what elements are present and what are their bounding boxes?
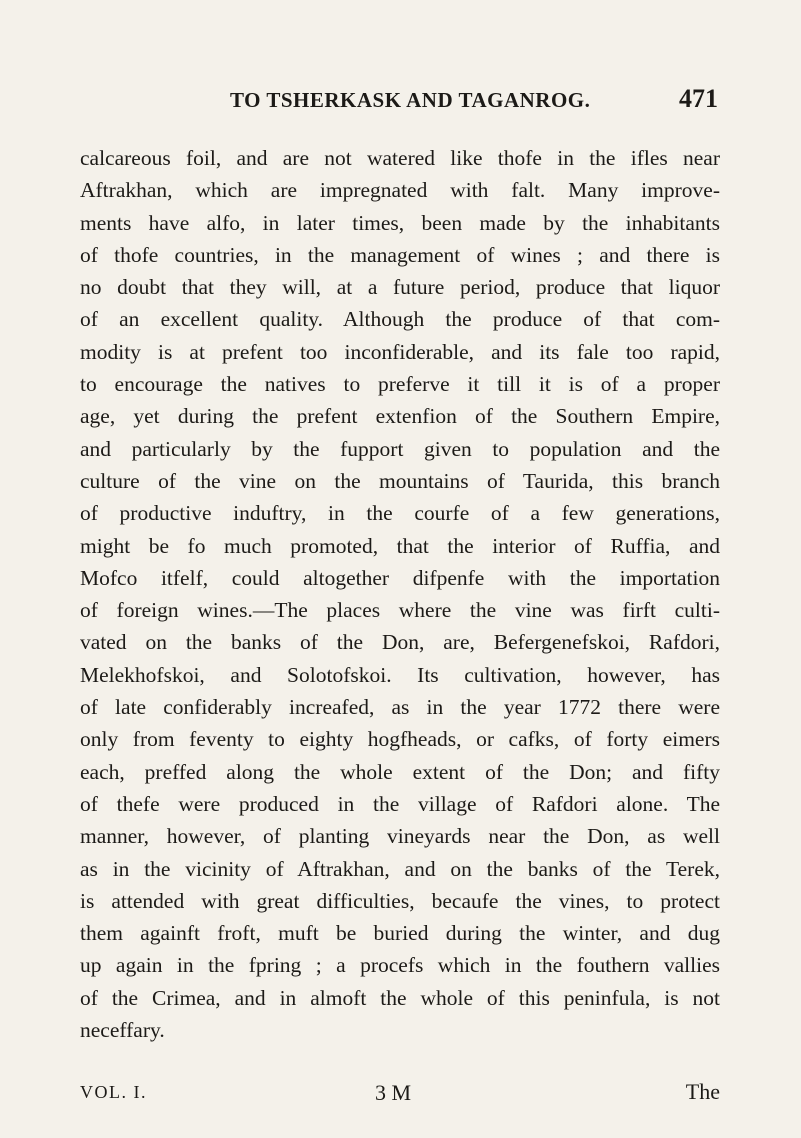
text-line: neceffary. bbox=[80, 1018, 165, 1043]
text-line: might be fo much promoted, that the interior of Ruffia, and bbox=[80, 533, 720, 558]
text-line: Aftrakhan, which are impregnated with falt. Many improve- bbox=[80, 178, 720, 203]
text-line: vated on the banks of the Don, are, Befergenefskoi, Rafdori, bbox=[80, 630, 720, 655]
text-line: up again in the fpring ; a procefs which in the fouthern vallies bbox=[80, 953, 720, 978]
text-line: calcareous foil, and are not watered like thofe in the ifles near bbox=[80, 146, 720, 170]
text-line: of thofe countries, in the management of wines ; and there is bbox=[80, 242, 720, 267]
text-line: of foreign wines.—The places where the vine was firft culti- bbox=[80, 598, 720, 623]
page-footer bbox=[80, 1079, 720, 1114]
body-text bbox=[80, 142, 720, 1046]
text-line: of thefe were produced in the village of Rafdori alone. The bbox=[80, 791, 720, 816]
text-line: of an excellent quality. Although the produce of that com- bbox=[80, 307, 720, 332]
text-line: Melekhofskoi, and Solotofskoi. Its cultivation, however, has bbox=[80, 662, 720, 687]
text-line: them againft froft, muft be buried during the winter, and dug bbox=[80, 921, 720, 946]
text-line: of the Crimea, and in almoft the whole of this peninfula, is not bbox=[80, 985, 720, 1010]
text-line: culture of the vine on the mountains of Taurida, this branch bbox=[80, 468, 720, 493]
text-line: only from feventy to eighty hogfheads, or cafks, of forty eimers bbox=[80, 727, 720, 752]
text-line: age, yet during the prefent extenfion of the Southern Empire, bbox=[80, 404, 720, 429]
text-line: of productive induftry, in the courfe of a few generations, bbox=[80, 501, 720, 526]
text-line: of late confiderably increafed, as in the year 1772 there were bbox=[80, 695, 720, 720]
text-line: modity is at prefent too inconfiderable, and its fale too rapid, bbox=[80, 339, 720, 364]
text-line: manner, however, of planting vineyards near the Don, as well bbox=[80, 824, 720, 849]
page-number: 471 bbox=[679, 84, 718, 113]
catchword: The bbox=[685, 1079, 720, 1104]
running-head bbox=[80, 84, 720, 122]
text-line: ments have alfo, in later times, been made by the inhabitants bbox=[80, 210, 720, 235]
text-line: to encourage the natives to preferve it till it is of a proper bbox=[80, 372, 720, 397]
text-line: and particularly by the fupport given to population and the bbox=[80, 436, 720, 461]
text-line: Mofco itfelf, could altogether difpenfe with the importation bbox=[80, 565, 720, 590]
text-line: each, preffed along the whole extent of the Don; and fifty bbox=[80, 759, 720, 784]
volume-mark: VOL. I. bbox=[80, 1082, 147, 1102]
running-title: TO TSHERKASK AND TAGANROG. bbox=[230, 88, 591, 112]
signature-mark: 3 M bbox=[375, 1080, 412, 1105]
text-line: no doubt that they will, at a future period, produce that liquor bbox=[80, 275, 720, 300]
text-line: as in the vicinity of Aftrakhan, and on the banks of the Terek, bbox=[80, 856, 720, 881]
text-line: is attended with great difficulties, becaufe the vines, to protect bbox=[80, 888, 720, 913]
